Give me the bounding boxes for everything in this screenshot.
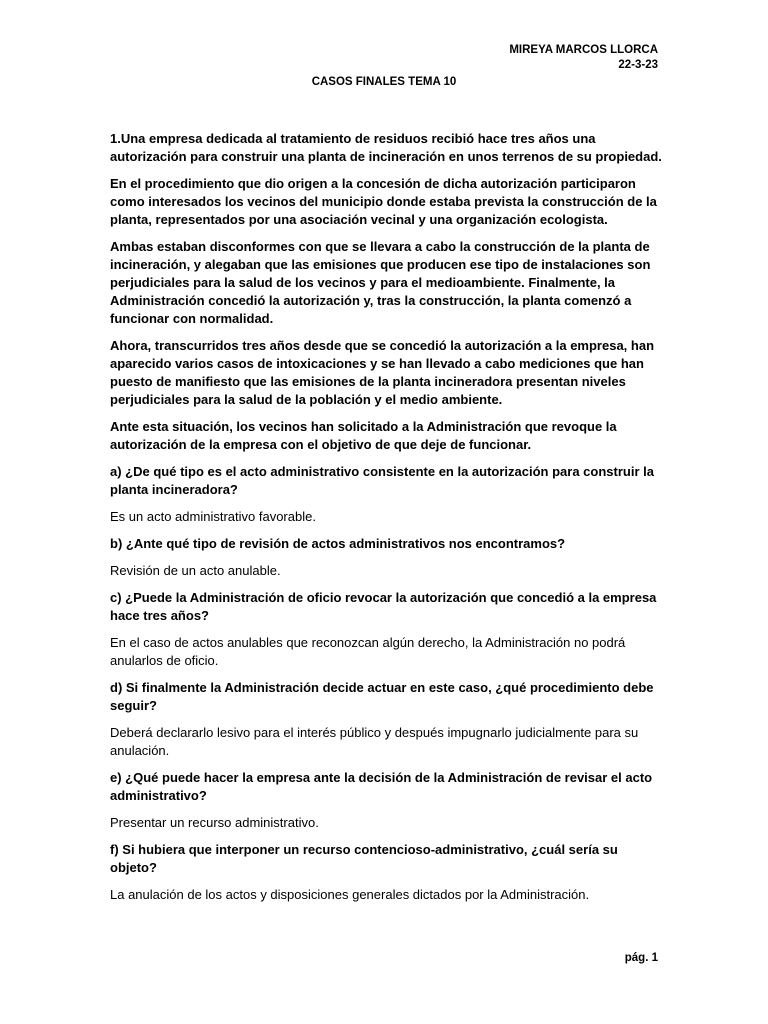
answer-e: Presentar un recurso administrativo.: [110, 815, 319, 830]
question-a: a) ¿De qué tipo es el acto administrativo consistente en la autorización para construir la planta incineradora?: [110, 464, 654, 497]
question-c: c) ¿Puede la Administración de oficio revocar la autorización que concedió a la empresa hace tres años?: [110, 590, 657, 623]
case-paragraph-3: Ambas estaban disconformes con que se llevara a cabo la construcción de la planta de incineración, y alegaban que las emisiones que producen ese tipo de instalaciones son perjudiciales para la salud de los vecinos y para el medioambiente. Finalmente, la Administración concedió la autorización y, tras la construcción, la planta comenzó a funcionar con normalidad.: [110, 239, 651, 326]
case-paragraph-1: 1.Una empresa dedicada al tratamiento de residuos recibió hace tres años una autorización para construir una planta de incineración en unos terrenos de su propiedad.: [110, 131, 662, 164]
answer-c: En el caso de actos anulables que reconozcan algún derecho, la Administración no podrá anularlos de oficio.: [110, 635, 626, 668]
answer-d: Deberá declararlo lesivo para el interés público y después impugnarlo judicialmente para su anulación.: [110, 725, 639, 758]
case-paragraph-2: En el procedimiento que dio origen a la concesión de dicha autorización participaron como interesados los vecinos del municipio donde estaba prevista la construcción de la planta, representados por una asociación vecinal y una organización ecologista.: [110, 176, 657, 227]
answer-b: Revisión de un acto anulable.: [110, 563, 281, 578]
document-date: 22-3-23: [618, 59, 658, 71]
case-paragraph-5: Ante esta situación, los vecinos han solicitado a la Administración que revoque la autorización de la empresa con el objetivo de que deje de funcionar.: [110, 419, 617, 452]
answer-a: Es un acto administrativo favorable.: [110, 509, 316, 524]
answer-f: La anulación de los actos y disposiciones generales dictados por la Administración.: [110, 887, 590, 902]
question-f: f) Si hubiera que interponer un recurso contencioso-administrativo, ¿cuál sería su objeto?: [110, 842, 618, 875]
document-title: CASOS FINALES TEMA 10: [311, 76, 457, 88]
question-d: d) Si finalmente la Administración decide actuar en este caso, ¿qué procedimiento debe seguir?: [110, 680, 654, 713]
question-e: e) ¿Qué puede hacer la empresa ante la decisión de la Administración de revisar el acto administrativo?: [110, 770, 653, 803]
question-b: b) ¿Ante qué tipo de revisión de actos administrativos nos encontramos?: [110, 536, 566, 551]
page-number: pág. 1: [624, 952, 658, 964]
document-body: [110, 130, 665, 913]
author-name: MIREYA MARCOS LLORCA: [509, 44, 658, 56]
case-paragraph-4: Ahora, transcurridos tres años desde que se concedió la autorización a la empresa, han aparecido varios casos de intoxicaciones y se han llevado a cabo mediciones que han puesto de manifiesto que las emisiones de la planta incineradora presentan niveles perjudiciales para la salud de la población y el medio ambiente.: [110, 338, 655, 407]
